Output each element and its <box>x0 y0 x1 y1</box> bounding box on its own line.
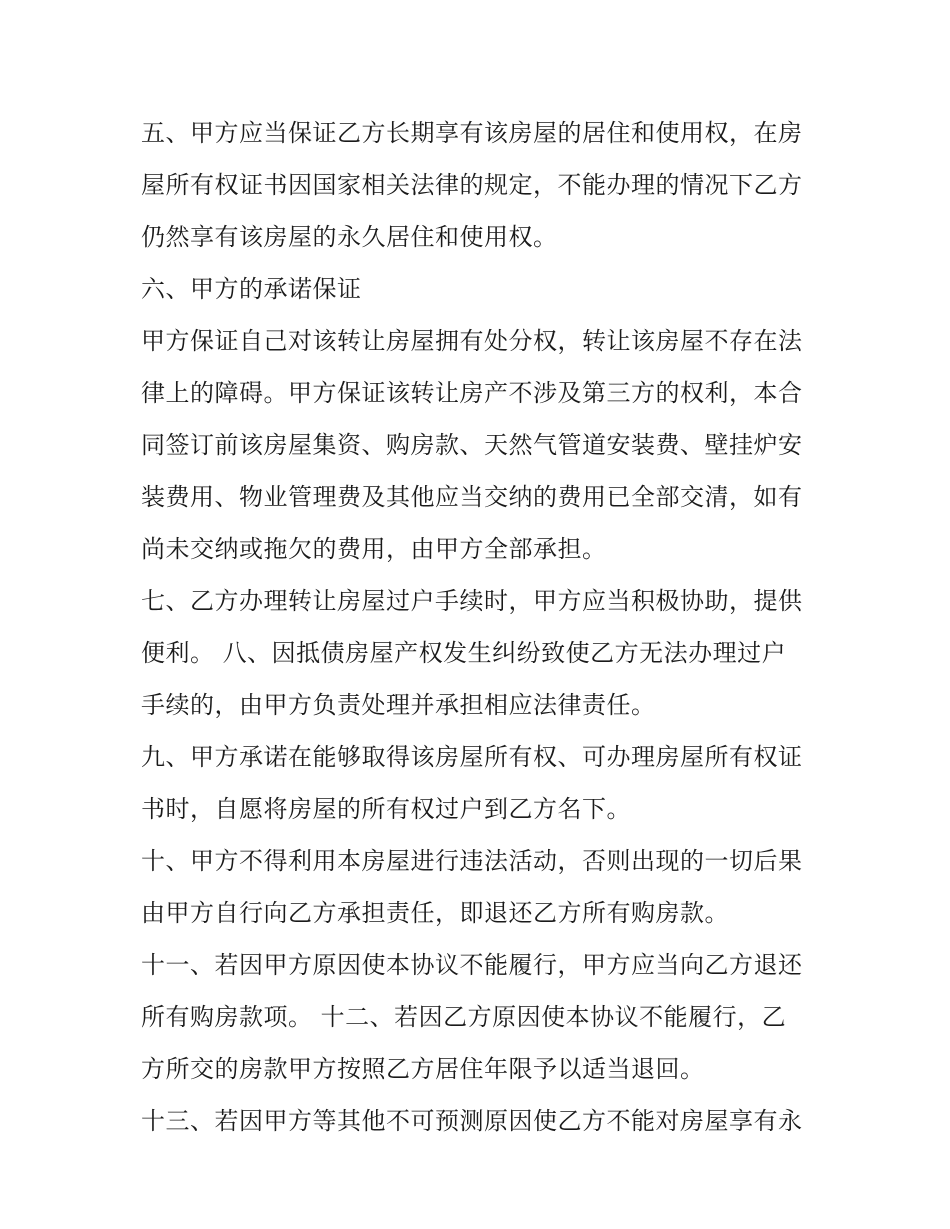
text-line: 尚未交纳或拖欠的费用，由甲方全部承担。 <box>141 535 607 563</box>
section-heading: 六、甲方的承诺保证 <box>141 275 362 303</box>
text-line: 九、甲方承诺在能够取得该房屋所有权、可办理房屋所有权证 <box>141 743 803 771</box>
text-line: 手续的，由甲方负责处理并承担相应法律责任。 <box>141 691 656 719</box>
text-line: 仍然享有该房屋的永久居住和使用权。 <box>141 223 558 251</box>
text-line: 十一、若因甲方原因使本协议不能履行，甲方应当向乙方退还 <box>141 951 803 979</box>
document-body <box>141 107 821 1147</box>
text-line: 十、甲方不得利用本房屋进行违法活动，否则出现的一切后果 <box>141 847 803 875</box>
text-line: 律上的障碍。甲方保证该转让房产不涉及第三方的权利，本合 <box>141 379 803 407</box>
text-line: 五、甲方应当保证乙方长期享有该房屋的居住和使用权，在房 <box>141 119 803 147</box>
text-line: 甲方保证自己对该转让房屋拥有处分权，转让该房屋不存在法 <box>141 327 803 355</box>
text-line: 便利。 八、因抵债房屋产权发生纠纷致使乙方无法办理过户 <box>141 639 787 667</box>
text-line: 所有购房款项。 十二、若因乙方原因使本协议不能履行，乙 <box>141 1003 787 1031</box>
text-line: 装费用、物业管理费及其他应当交纳的费用已全部交清，如有 <box>141 483 803 511</box>
text-line: 七、乙方办理转让房屋过户手续时，甲方应当积极协助，提供 <box>141 587 803 615</box>
text-line: 由甲方自行向乙方承担责任，即退还乙方所有购房款。 <box>141 899 729 927</box>
text-line: 十三、若因甲方等其他不可预测原因使乙方不能对房屋享有永 <box>141 1107 803 1135</box>
text-line: 屋所有权证书因国家相关法律的规定，不能办理的情况下乙方 <box>141 171 803 199</box>
text-line: 方所交的房款甲方按照乙方居住年限予以适当退回。 <box>141 1055 705 1083</box>
text-line: 同签订前该房屋集资、购房款、天然气管道安装费、壁挂炉安 <box>141 431 803 459</box>
text-line: 书时，自愿将房屋的所有权过户到乙方名下。 <box>141 795 631 823</box>
